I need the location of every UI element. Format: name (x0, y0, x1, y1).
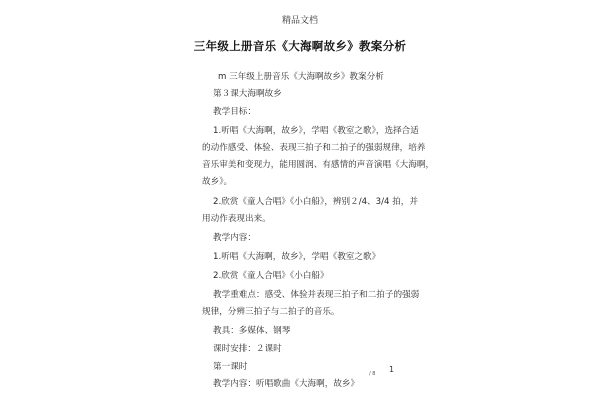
text-line: 故乡》。 (202, 177, 233, 187)
text-line: 第３课大海啊故乡 (213, 89, 282, 99)
text-line: 的动作感受、体验、表现三拍子和二拍子的强弱规律，培养 (202, 143, 426, 153)
text-line: 教学内容：听唱歌曲《大海啊，故乡》 (213, 379, 360, 389)
text-line: 用动作表现出来。 (202, 214, 271, 224)
document-title: 三年级上册音乐《大海啊故乡》教案分析 (193, 39, 407, 53)
text-line: 教学重难点：感受、体验并表现三拍子和二拍子的强弱 (213, 290, 420, 300)
page-number: 1 (389, 365, 395, 374)
text-line: 2.欣赏《童人合唱》《小白船》，辨别２/4、3/4 拍，并 (213, 197, 418, 207)
text-line: m 三年级上册音乐《大海啊故乡》教案分析 (218, 72, 384, 82)
text-line: 1.听唱《大海啊，故乡》，学唱《教室之歌》，选择合适 (213, 126, 419, 136)
text-line: 教学内容： (213, 233, 256, 243)
text-line: 规律，分辨三拍子与二拍子的音乐。 (202, 307, 340, 317)
page-header: 精品文档 (281, 16, 318, 26)
text-line: 1.听唱《大海啊，故乡》，学唱《教室之歌》 (213, 252, 381, 262)
text-line: 第一课时 (213, 362, 248, 372)
text-line: 教学目标： (213, 107, 256, 117)
page-mark: / 8 (369, 371, 376, 377)
text-line: 课时安排：２课时 (213, 344, 282, 354)
text-line: 教具：多媒体、钢琴 (213, 326, 291, 336)
text-line: 2.欣赏《童人合唱》《小白船》 (213, 271, 329, 281)
text-line: 音乐审美和变现力，能用圆润、有感情的声音演唱《大海啊， (202, 160, 435, 170)
